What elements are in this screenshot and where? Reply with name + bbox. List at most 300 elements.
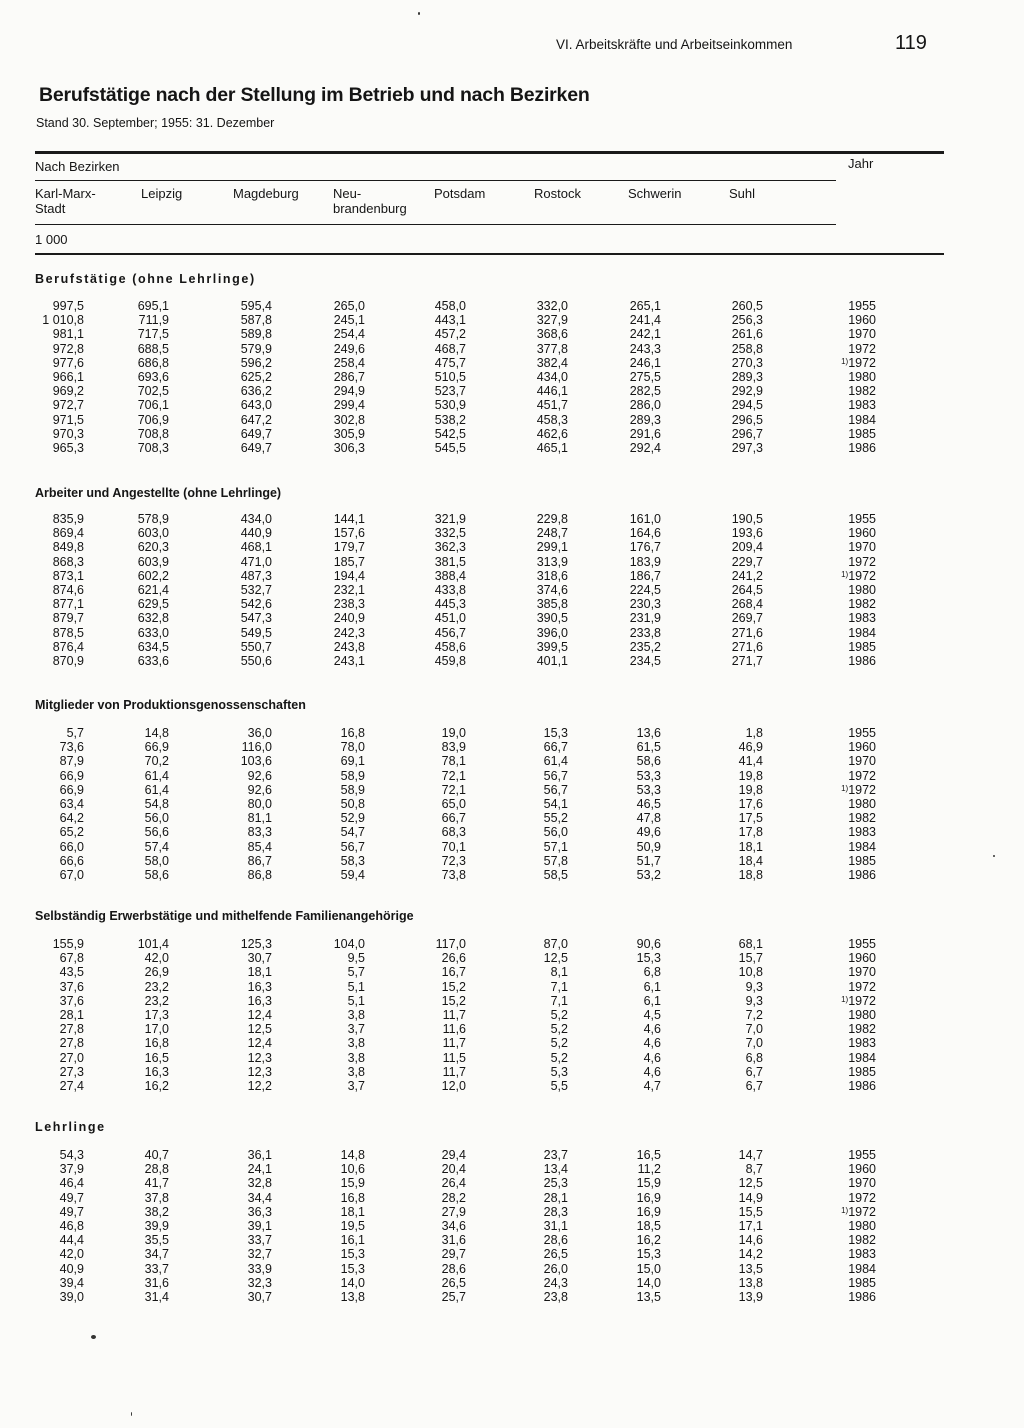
table-cell: 27,8 [59,1036,84,1051]
table-cell: 589,8 [240,327,272,342]
table-cell: 6,7 [745,1079,763,1093]
table-cell: 56,0 [543,825,568,840]
year-label: 1955 [848,299,876,313]
table-cell: 58,0 [144,853,169,868]
table-cell: 465,1 [536,441,568,455]
table-cell: 12,5 [543,951,568,966]
table-cell: 33,9 [247,1261,272,1276]
table-cell: 3,7 [347,1079,365,1093]
scan-speck [418,12,420,15]
section-title: Mitglieder von Produktionsgenossenschaften [35,698,306,712]
table-cell: 16,3 [144,1064,169,1079]
table-cell: 294,5 [731,398,763,413]
table-cell: 90,6 [636,937,661,951]
year-label: 1986 [848,654,876,668]
table-row [0,1205,1024,1219]
table-cell: 4,7 [643,1079,661,1093]
year-cell [848,526,876,540]
table-cell: 296,5 [731,412,763,427]
year-cell [848,327,876,341]
year-cell [848,1233,876,1247]
table-cell: 977,6 [52,355,84,370]
year-label: 1985 [848,639,876,654]
table-cell: 37,6 [59,993,84,1008]
table-cell: 289,3 [731,370,763,384]
table-cell: 374,6 [536,583,568,597]
unit-rule [35,253,944,255]
table-cell: 28,6 [441,1261,466,1276]
year-label: 1986 [848,868,876,882]
year-cell [848,1051,876,1065]
table-cell: 32,3 [247,1275,272,1290]
year-label: 1986 [848,441,876,455]
table-cell: 103,6 [240,754,272,769]
table-cell: 542,5 [434,426,466,441]
table-cell: 37,9 [59,1162,84,1177]
table-cell: 67,8 [59,951,84,966]
table-row [0,413,1024,427]
table-cell: 229,7 [731,554,763,569]
table-row [0,1176,1024,1190]
year-cell [848,441,876,455]
table-cell: 249,6 [333,341,365,356]
table-cell: 634,5 [137,639,169,654]
table-cell: 299,4 [333,398,365,413]
column-header [35,186,96,216]
table-cell: 602,2 [137,568,169,583]
table-cell: 254,4 [333,327,365,342]
table-cell: 40,7 [144,1148,169,1162]
footnote-marker: 1) [841,356,849,366]
table-cell: 873,1 [52,568,84,583]
table-cell: 32,8 [247,1176,272,1191]
column-header-line: Rostock [534,186,581,201]
column-header-line: Neu- [333,186,362,201]
year-cell [848,583,876,597]
table-cell: 52,9 [340,811,365,826]
table-cell: 15,9 [636,1176,661,1191]
table-row [0,640,1024,654]
table-cell: 717,5 [137,327,169,342]
table-cell: 12,5 [738,1176,763,1191]
page-number: 119 [895,32,927,54]
column-header [434,186,485,201]
table-cell: 545,5 [434,441,466,455]
table-cell: 10,6 [340,1162,365,1177]
table-cell: 332,0 [536,299,568,313]
table-cell: 16,3 [247,979,272,994]
table-cell: 965,3 [52,441,84,455]
table-cell: 241,4 [629,313,661,328]
table-cell: 194,4 [333,568,365,583]
table-cell: 625,2 [240,370,272,384]
table-cell: 58,6 [144,868,169,882]
table-cell: 445,3 [434,597,466,612]
table-cell: 49,7 [59,1204,84,1219]
column-header-line: Potsdam [434,186,486,201]
table-cell: 16,5 [636,1148,661,1162]
table-cell: 299,1 [536,540,568,555]
table-cell: 23,8 [543,1290,568,1304]
year-label: 1984 [848,1050,876,1065]
table-row [0,840,1024,854]
table-cell: 385,8 [536,597,568,612]
table-cell: 46,5 [636,797,661,811]
table-cell: 33,7 [144,1261,169,1276]
table-row [0,797,1024,811]
year-label: 1983 [848,398,876,413]
table-cell: 164,6 [629,526,661,541]
table-cell: 27,9 [441,1204,466,1219]
year-label: 1960 [848,313,876,328]
table-cell: 632,8 [137,611,169,626]
table-cell: 4,5 [643,1008,661,1022]
table-cell: 446,1 [536,384,568,399]
table-row [0,951,1024,965]
table-cell: 649,7 [240,441,272,455]
table-cell: 73,8 [441,868,466,882]
year-label: 1972 [848,782,876,797]
year-label: 1983 [848,825,876,840]
table-cell: 92,6 [247,768,272,783]
table-cell: 15,3 [340,1261,365,1276]
table-cell: 11,6 [442,1022,466,1037]
table-cell: 4,6 [643,1022,661,1037]
table-cell: 459,8 [434,654,466,668]
table-row [0,583,1024,597]
year-cell [848,754,876,768]
column-header-line: Magdeburg [233,186,299,201]
year-label: 1972 [848,568,876,583]
table-cell: 69,1 [340,754,365,769]
table-cell: 17,3 [144,1008,169,1022]
table-cell: 11,7 [442,1036,466,1051]
year-cell [848,1148,876,1162]
table-cell: 702,5 [137,384,169,399]
table-cell: 9,3 [745,993,763,1008]
table-cell: 874,6 [52,583,84,597]
table-cell: 81,1 [247,811,272,826]
table-cell: 66,9 [144,740,169,755]
table-cell: 16,1 [340,1233,365,1248]
year-label: 1960 [848,951,876,966]
table-cell: 970,3 [52,426,84,441]
table-cell: 50,8 [340,797,365,811]
year-label: 1983 [848,611,876,626]
table-cell: 16,9 [636,1190,661,1205]
table-cell: 54,8 [144,797,169,811]
table-cell: 11,2 [637,1162,661,1177]
table-cell: 550,6 [240,654,272,668]
column-header-line: brandenburg [333,201,407,216]
table-cell: 879,7 [52,611,84,626]
table-cell: 233,8 [629,625,661,640]
table-cell: 468,1 [240,540,272,555]
table-cell: 32,7 [247,1247,272,1262]
table-cell: 53,3 [636,768,661,783]
table-cell: 31,6 [441,1233,466,1248]
page-title: Berufstätige nach der Stellung im Betrieb und nach Bezirken [39,84,590,106]
year-cell [848,797,876,811]
table-cell: 7,0 [745,1036,763,1051]
table-cell: 42,0 [59,1247,84,1262]
table-row [0,526,1024,540]
table-cell: 125,3 [240,937,272,951]
table-cell: 92,6 [247,782,272,797]
year-cell [848,1176,876,1190]
table-cell: 510,5 [434,370,466,384]
table-cell: 849,8 [52,540,84,555]
table-cell: 28,3 [543,1204,568,1219]
table-cell: 51,7 [636,853,661,868]
table-cell: 58,9 [340,782,365,797]
table-cell: 5,2 [550,1008,568,1022]
table-row [0,1290,1024,1304]
table-cell: 78,0 [340,740,365,755]
table-cell: 39,0 [59,1290,84,1304]
table-row [0,1162,1024,1176]
section-title: Arbeiter und Angestellte (ohne Lehrlinge) [35,486,282,500]
year-label: 1972 [848,341,876,356]
year-label: 1983 [848,1036,876,1051]
table-cell: 41,7 [144,1176,169,1191]
table-cell: 458,6 [434,639,466,654]
year-label: 1985 [848,853,876,868]
table-cell: 34,4 [247,1190,272,1205]
table-cell: 269,7 [731,611,763,626]
chapter-header: VI. Arbeitskräfte und Arbeitseinkommen [556,37,793,52]
table-row [0,540,1024,554]
table-cell: 368,6 [536,327,568,342]
table-cell: 243,3 [629,341,661,356]
table-row [0,384,1024,398]
table-cell: 12,4 [247,1036,272,1051]
table-cell: 86,8 [247,868,272,882]
table-row [0,441,1024,455]
table-top-rule [35,151,944,154]
table-cell: 3,8 [347,1064,365,1079]
table-cell: 14,7 [738,1148,763,1162]
table-cell: 443,1 [434,313,466,328]
table-cell: 256,3 [731,313,763,328]
column-header-line: Karl-Marx- [35,186,96,201]
table-row [0,597,1024,611]
table-cell: 17,5 [738,811,763,826]
table-cell: 35,5 [144,1233,169,1248]
table-cell: 56,6 [144,825,169,840]
table-row [0,654,1024,668]
footnote-marker: 1) [841,569,849,579]
table-cell: 23,2 [144,993,169,1008]
table-cell: 56,0 [144,811,169,826]
table-cell: 647,2 [240,412,272,427]
year-label: 1986 [848,1290,876,1304]
column-header [333,186,407,216]
table-cell: 55,2 [543,811,568,826]
table-cell: 275,5 [629,370,661,384]
year-label: 1970 [848,540,876,555]
table-cell: 44,4 [59,1233,84,1248]
table-cell: 38,2 [144,1204,169,1219]
table-cell: 83,3 [247,825,272,840]
table-cell: 47,8 [636,811,661,826]
table-cell: 243,1 [333,654,365,668]
table-cell: 14,0 [340,1275,365,1290]
table-cell: 66,0 [59,839,84,854]
table-cell: 636,2 [240,384,272,399]
table-cell: 61,4 [543,754,568,769]
table-cell: 11,7 [442,1064,466,1079]
table-cell: 78,1 [441,754,466,769]
table-cell: 629,5 [137,597,169,612]
table-cell: 54,3 [59,1148,84,1162]
table-cell: 587,8 [240,313,272,328]
table-cell: 18,4 [738,853,763,868]
table-cell: 161,0 [629,512,661,526]
section-title: Lehrlinge [35,1120,106,1134]
table-cell: 523,7 [434,384,466,399]
year-label: 1970 [848,965,876,980]
year-label: 1972 [848,1190,876,1205]
table-cell: 11,7 [442,1008,466,1022]
table-cell: 306,3 [333,441,365,455]
table-cell: 28,1 [543,1190,568,1205]
table-cell: 305,9 [333,426,365,441]
table-cell: 12,4 [247,1008,272,1022]
table-cell: 401,1 [536,654,568,668]
table-cell: 12,3 [247,1064,272,1079]
table-cell: 16,8 [340,726,365,740]
table-cell: 292,4 [629,441,661,455]
year-cell [848,640,876,654]
year-cell [848,1079,876,1093]
table-cell: 66,6 [59,853,84,868]
table-cell: 532,7 [240,583,272,597]
table-cell: 64,2 [59,811,84,826]
table-cell: 56,7 [543,768,568,783]
table-cell: 37,8 [144,1190,169,1205]
year-cell [848,825,876,839]
table-cell: 15,2 [441,993,466,1008]
table-cell: 17,0 [144,1022,169,1037]
table-cell: 193,6 [731,526,763,541]
table-cell: 869,4 [52,526,84,541]
year-cell [848,626,876,640]
table-cell: 706,9 [137,412,169,427]
group-heading: Nach Bezirken [35,159,120,174]
table-cell: 33,7 [247,1233,272,1248]
table-cell: 58,9 [340,768,365,783]
table-cell: 695,1 [137,299,169,313]
table-cell: 271,6 [731,639,763,654]
table-cell: 209,4 [731,540,763,555]
table-cell: 1 010,8 [42,313,84,328]
table-cell: 362,3 [434,540,466,555]
table-cell: 286,7 [333,370,365,384]
table-cell: 377,8 [536,341,568,356]
table-cell: 5,2 [550,1050,568,1065]
year-cell [848,769,876,783]
table-cell: 73,6 [59,740,84,755]
table-cell: 11,5 [442,1050,466,1065]
table-cell: 8,1 [550,965,568,980]
table-cell: 231,9 [629,611,661,626]
year-cell [848,1008,876,1022]
table-cell: 86,7 [247,853,272,868]
table-cell: 15,3 [636,951,661,966]
year-cell [848,384,876,398]
table-cell: 433,8 [434,583,466,597]
column-header [729,186,755,201]
table-cell: 451,7 [536,398,568,413]
table-cell: 54,1 [543,797,568,811]
table-cell: 31,4 [144,1290,169,1304]
table-cell: 462,6 [536,426,568,441]
table-cell: 15,5 [738,1204,763,1219]
table-cell: 12,5 [247,1022,272,1037]
year-label: 1972 [848,355,876,370]
table-cell: 18,5 [636,1219,661,1233]
table-cell: 17,1 [738,1219,763,1233]
table-cell: 261,6 [731,327,763,342]
table-cell: 971,5 [52,412,84,427]
table-cell: 578,9 [137,512,169,526]
table-cell: 706,1 [137,398,169,413]
table-cell: 8,7 [745,1162,763,1177]
table-cell: 475,7 [434,355,466,370]
year-cell [848,1276,876,1290]
table-cell: 9,3 [745,979,763,994]
year-cell [848,413,876,427]
footnote-marker: 1) [841,994,849,1004]
year-label: 1972 [848,979,876,994]
table-cell: 579,9 [240,341,272,356]
table-cell: 16,8 [340,1190,365,1205]
table-cell: 36,1 [247,1148,272,1162]
table-cell: 4,6 [643,1064,661,1079]
unit-label: 1 000 [35,232,68,247]
table-row [0,868,1024,882]
table-cell: 246,1 [629,355,661,370]
table-cell: 15,9 [340,1176,365,1191]
table-cell: 265,0 [333,299,365,313]
table-cell: 294,9 [333,384,365,399]
column-header [628,186,681,201]
table-cell: 66,9 [59,782,84,797]
table-cell: 58,3 [340,853,365,868]
table-row [0,512,1024,526]
table-cell: 966,1 [52,370,84,384]
table-cell: 65,2 [59,825,84,840]
table-cell: 458,3 [536,412,568,427]
table-cell: 116,0 [241,740,272,755]
table-cell: 66,7 [441,811,466,826]
table-row [0,1148,1024,1162]
table-cell: 708,8 [137,426,169,441]
table-cell: 332,5 [434,526,466,541]
table-cell: 29,4 [441,1148,466,1162]
table-cell: 144,1 [333,512,365,526]
table-cell: 39,9 [144,1219,169,1233]
table-cell: 240,9 [333,611,365,626]
year-label: 1984 [848,412,876,427]
table-cell: 396,0 [536,625,568,640]
table-row [0,1191,1024,1205]
table-cell: 18,1 [738,839,763,854]
table-cell: 14,0 [636,1275,661,1290]
year-cell [848,1065,876,1079]
table-cell: 13,8 [738,1275,763,1290]
